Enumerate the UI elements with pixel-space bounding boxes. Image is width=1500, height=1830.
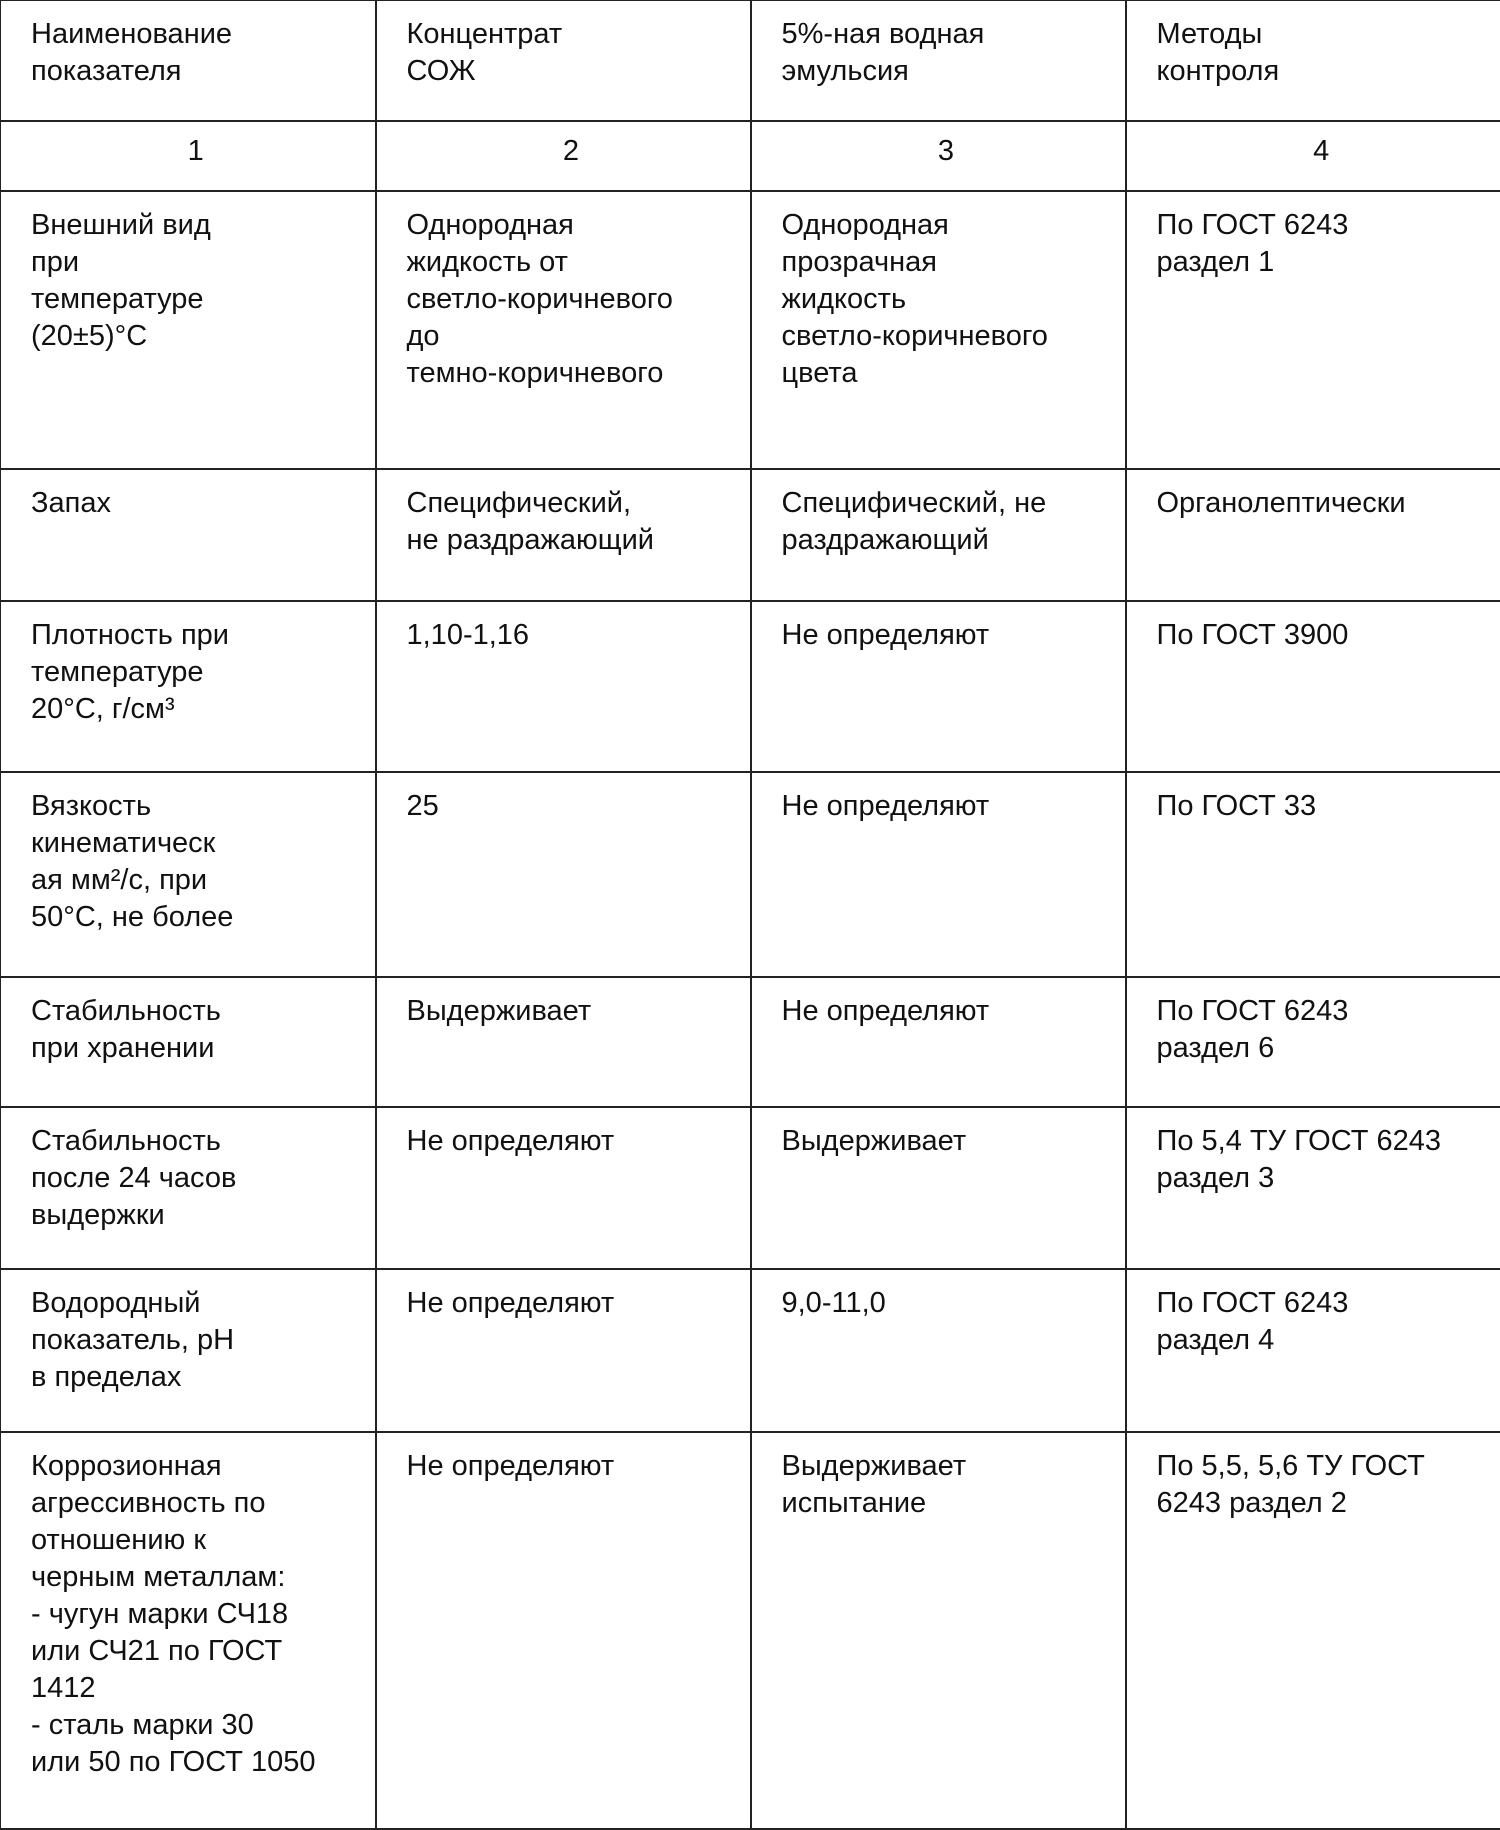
- column-number: 4: [1126, 121, 1500, 191]
- emulsion-value-cell: Специфический, не раздражающий: [751, 469, 1126, 601]
- indicator-name-cell: Вязкость кинематическ ая мм²/с, при 50°С, не более: [1, 772, 376, 977]
- emulsion-value-cell: 9,0-11,0: [751, 1269, 1126, 1432]
- emulsion-value-cell: Не определяют: [751, 772, 1126, 977]
- indicator-name-cell: Внешний вид при температуре (20±5)°С: [1, 191, 376, 469]
- table-row: [1, 1107, 1500, 1269]
- emulsion-value-cell: Не определяют: [751, 977, 1126, 1107]
- control-method-cell: По ГОСТ 6243 раздел 6: [1126, 977, 1500, 1107]
- indicator-name-cell: Стабильность при хранении: [1, 977, 376, 1107]
- header-cell-name: Наименование показателя: [1, 1, 376, 122]
- table-row: [1, 1269, 1500, 1432]
- control-method-cell: По 5,4 ТУ ГОСТ 6243 раздел 3: [1126, 1107, 1500, 1269]
- emulsion-value-cell: Выдерживает: [751, 1107, 1126, 1269]
- emulsion-value-cell: Выдерживает испытание: [751, 1432, 1126, 1829]
- control-method-cell: По ГОСТ 33: [1126, 772, 1500, 977]
- concentrate-value-cell: Однородная жидкость от светло-коричневого до темно-коричневого: [376, 191, 751, 469]
- header-row: [1, 1, 1500, 122]
- concentrate-value-cell: Выдерживает: [376, 977, 751, 1107]
- indicator-name-cell: Стабильность после 24 часов выдержки: [1, 1107, 376, 1269]
- concentrate-value-cell: Не определяют: [376, 1432, 751, 1829]
- indicator-name-cell: Коррозионная агрессивность по отношению к черным металлам: - чугун марки СЧ18 или СЧ21 по ГОСТ 1412 - сталь марки 30 или 50 по ГОСТ 1050: [1, 1432, 376, 1829]
- table-row: [1, 772, 1500, 977]
- header-cell-method: Методы контроля: [1126, 1, 1500, 122]
- table-row: [1, 601, 1500, 772]
- header-cell-emulsion: 5%-ная водная эмульсия: [751, 1, 1126, 122]
- concentrate-value-cell: 1,10-1,16: [376, 601, 751, 772]
- control-method-cell: По ГОСТ 6243 раздел 4: [1126, 1269, 1500, 1432]
- table-row: [1, 977, 1500, 1107]
- control-method-cell: По ГОСТ 3900: [1126, 601, 1500, 772]
- header-cell-concentrate: Концентрат СОЖ: [376, 1, 751, 122]
- table-row: [1, 1432, 1500, 1829]
- indicator-name-cell: Плотность при температуре 20°С, г/см³: [1, 601, 376, 772]
- control-method-cell: По 5,5, 5,6 ТУ ГОСТ 6243 раздел 2: [1126, 1432, 1500, 1829]
- indicator-name-cell: Запах: [1, 469, 376, 601]
- control-method-cell: Органолептически: [1126, 469, 1500, 601]
- control-method-cell: По ГОСТ 6243 раздел 1: [1126, 191, 1500, 469]
- column-number: 3: [751, 121, 1126, 191]
- emulsion-value-cell: Не определяют: [751, 601, 1126, 772]
- emulsion-value-cell: Однородная прозрачная жидкость светло-коричневого цвета: [751, 191, 1126, 469]
- column-number: 2: [376, 121, 751, 191]
- column-number: 1: [1, 121, 376, 191]
- column-number-row: [1, 121, 1500, 191]
- concentrate-value-cell: 25: [376, 772, 751, 977]
- indicator-name-cell: Водородный показатель, рН в пределах: [1, 1269, 376, 1432]
- table-row: [1, 469, 1500, 601]
- table-row: [1, 191, 1500, 469]
- concentrate-value-cell: Не определяют: [376, 1107, 751, 1269]
- concentrate-value-cell: Не определяют: [376, 1269, 751, 1432]
- concentrate-value-cell: Специфический, не раздражающий: [376, 469, 751, 601]
